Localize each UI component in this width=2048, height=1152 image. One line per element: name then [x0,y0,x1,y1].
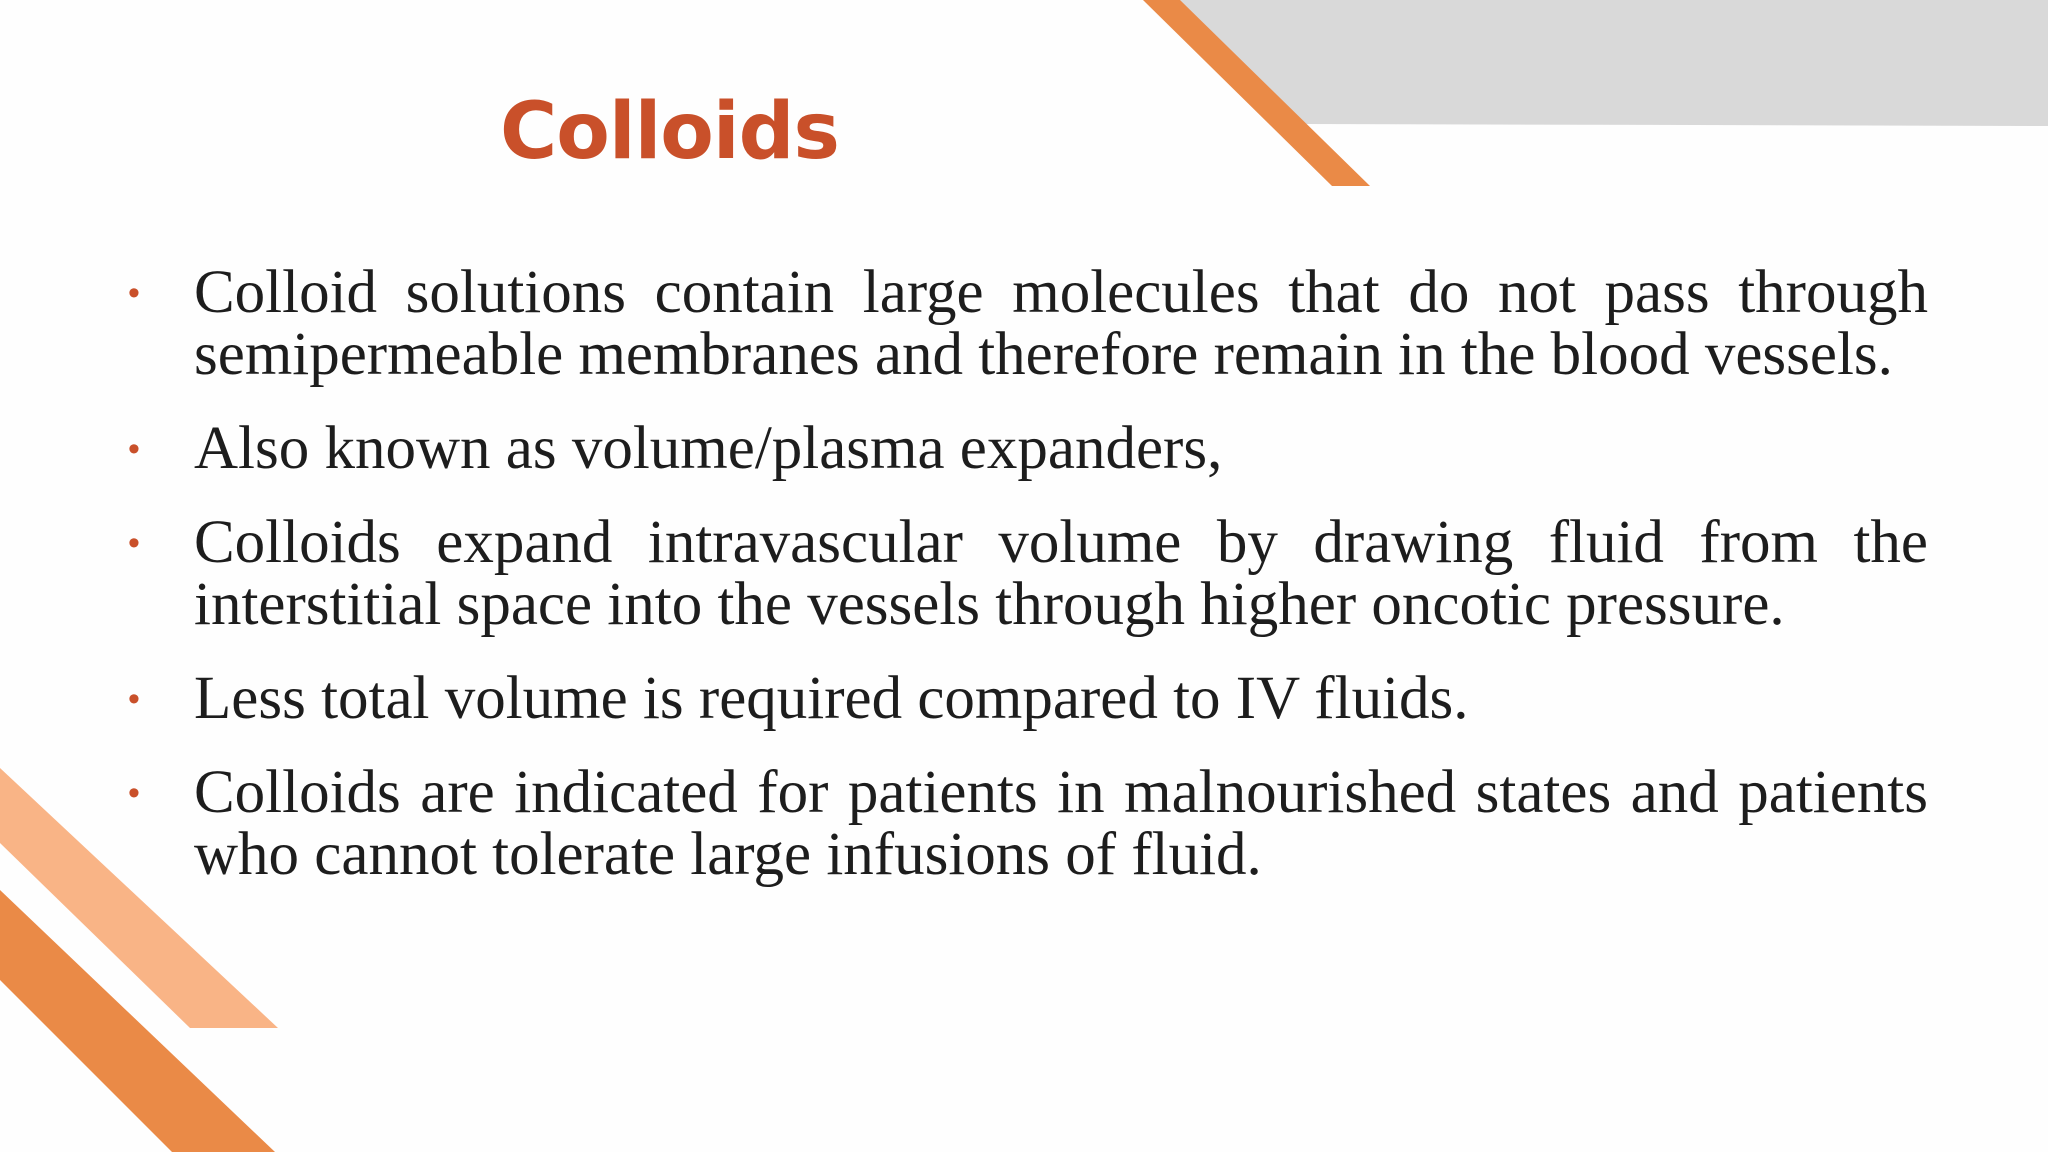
bullet-marker-icon: • [128,524,140,562]
bullet-list [128,259,1928,918]
bullet-item [128,759,1928,888]
bullet-marker-icon: • [128,430,140,468]
bullet-item [128,509,1928,638]
bullet-text: Less total volume is required compared to IV fluids. [194,665,1469,732]
bullet-text: Colloid solutions contain large molecules that do not pass through semipermeable membranes and therefore remain in the blood vessels. [194,259,1928,388]
bullet-text: Colloids are indicated for patients in malnourished states and patients who cannot tolerate large infusions of fluid. [194,759,1928,888]
bullet-item [128,415,1928,482]
bullet-text: Also known as volume/plasma expanders, [194,415,1223,482]
bullet-text: Colloids expand intravascular volume by drawing fluid from the interstitial space into the vessels through higher oncotic pressure. [194,509,1928,638]
bullet-item [128,259,1928,388]
slide-title: Colloids [500,87,839,177]
bullet-marker-icon: • [128,274,140,312]
bullet-marker-icon: • [128,774,140,812]
bullet-marker-icon: • [128,680,140,718]
bullet-item [128,665,1928,732]
top-right-gray-band [1178,0,2048,126]
